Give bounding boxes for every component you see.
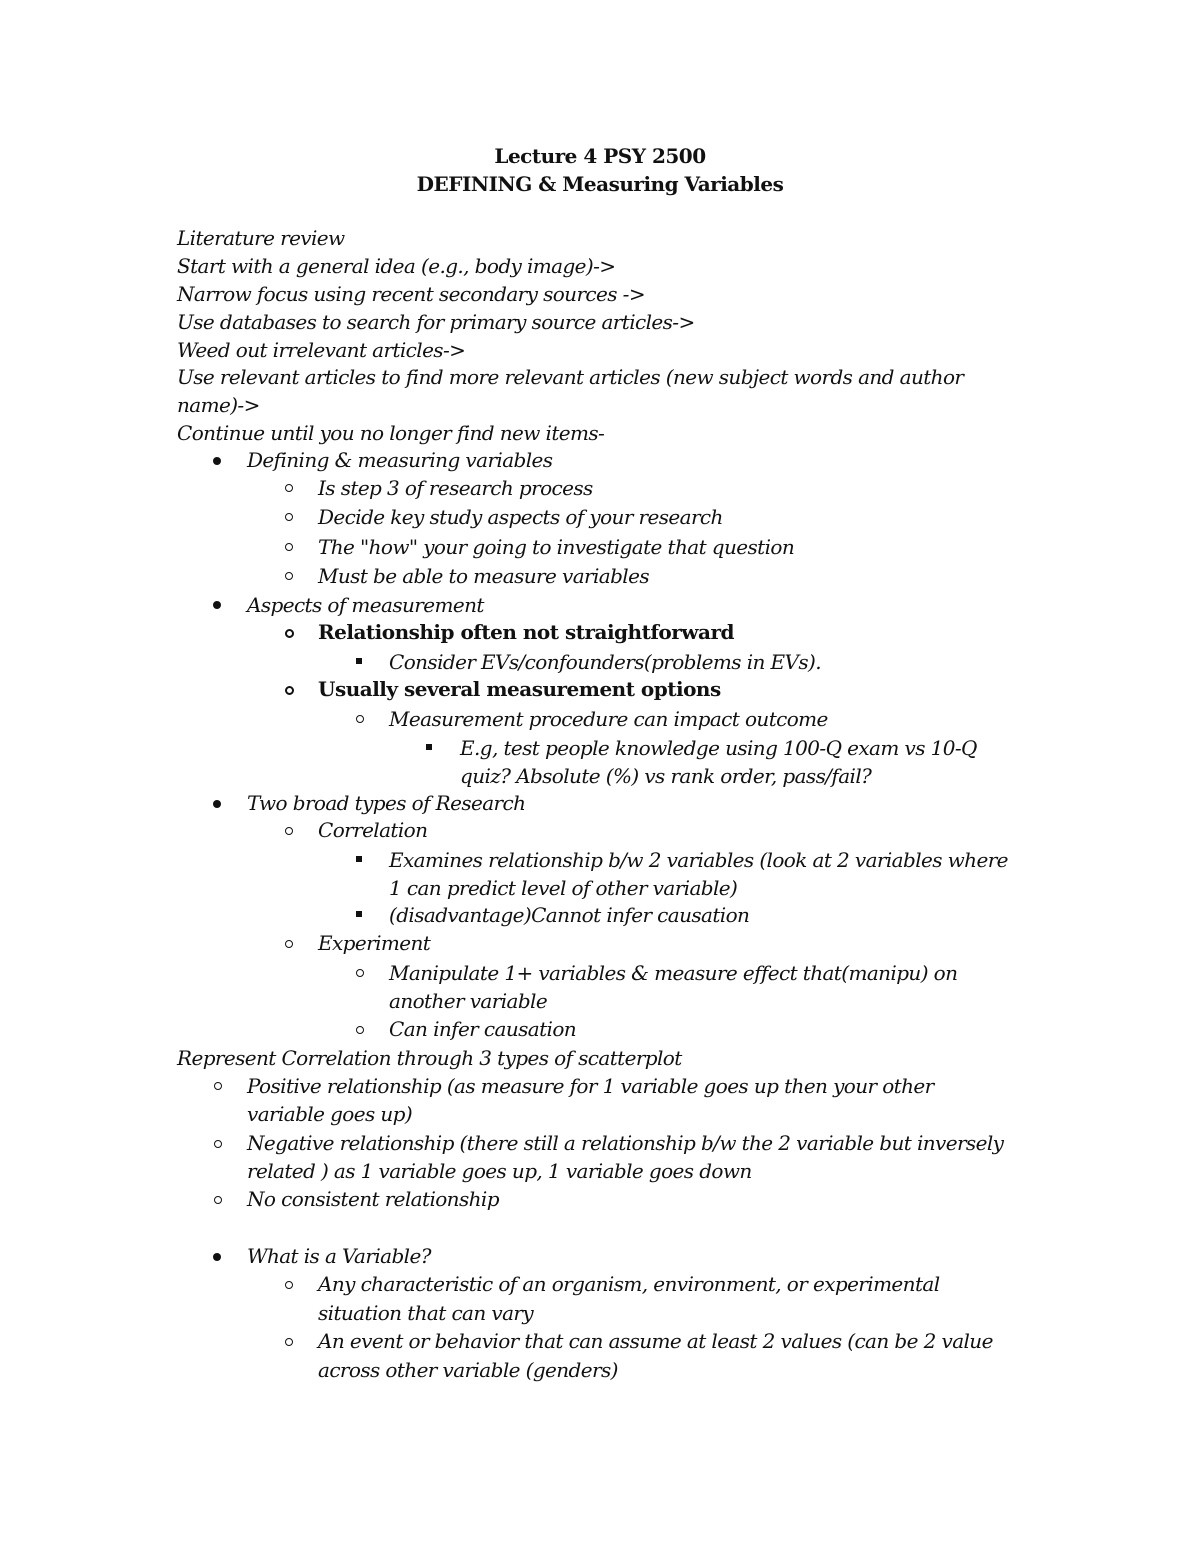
list-item: Positive relationship (as measure for 1 variable goes up then your other [247,1074,934,1098]
bullet-square-icon [356,856,362,862]
list-item: E.g, test people knowledge using 100-Q exam vs 10-Q [460,736,977,760]
list-item: Correlation [318,818,428,842]
list-item: Manipulate 1+ variables & measure effect that(manipu) on [389,961,958,985]
bullet-circle-icon [285,686,294,695]
list-item-continued: quiz? Absolute (%) vs rank order, pass/fail? [460,764,872,788]
list-item-continued: related ) as 1 variable goes up, 1 variable goes down [247,1159,752,1183]
bullet-circle-icon [285,940,293,948]
note-line: Continue until you no longer find new items- [177,421,605,445]
bullet-disc-icon [213,457,221,465]
note-line: Literature review [177,226,345,250]
bullet-circle-icon [214,1196,222,1204]
list-item: No consistent relationship [247,1187,499,1211]
list-item: Defining & measuring variables [247,448,553,472]
list-item: Any characteristic of an organism, environment, or experimental [318,1272,940,1296]
list-item: Is step 3 of research process [318,476,593,500]
bullet-circle-icon [285,543,293,551]
list-item: Consider EVs/confounders(problems in EVs). [389,650,822,674]
note-line: Weed out irrelevant articles-> [177,338,466,362]
bullet-circle-icon [356,1026,364,1034]
bullet-circle-icon [285,513,293,521]
page-title: Lecture 4 PSY 2500 [494,144,706,168]
note-line: name)-> [177,393,260,417]
list-item: (disadvantage)Cannot infer causation [389,903,750,927]
bullet-circle-icon [285,629,294,638]
bullet-disc-icon [213,601,221,609]
bullet-disc-icon [213,800,221,808]
list-item-continued: another variable [389,989,548,1013]
bullet-square-icon [356,911,362,917]
bullet-circle-icon [356,715,364,723]
list-item: Measurement procedure can impact outcome [389,707,828,731]
list-item: Relationship often not straightforward [318,620,734,644]
bullet-circle-icon [285,827,293,835]
bullet-circle-icon [285,1338,293,1346]
list-item: The "how" your going to investigate that question [318,535,795,559]
note-line: Narrow focus using recent secondary sources -> [177,282,645,306]
page-subtitle: DEFINING & Measuring Variables [416,172,784,196]
note-line: Use databases to search for primary source articles-> [177,310,695,334]
bullet-circle-icon [356,969,364,977]
bullet-square-icon [426,744,432,750]
note-line: Use relevant articles to find more relevant articles (new subject words and author [177,365,964,389]
list-item-continued: across other variable (genders) [318,1358,618,1382]
list-item: Decide key study aspects of your research [318,505,723,529]
bullet-circle-icon [285,484,293,492]
list-item: Must be able to measure variables [318,564,649,588]
bullet-disc-icon [213,1253,221,1261]
bullet-circle-icon [214,1140,222,1148]
list-item: Aspects of measurement [247,593,484,617]
bullet-circle-icon [214,1082,222,1090]
list-item-continued: situation that can vary [318,1301,534,1325]
list-item: Usually several measurement options [318,677,721,701]
list-item: Two broad types of Research [247,791,526,815]
bullet-circle-icon [285,572,293,580]
bullet-square-icon [356,658,362,664]
list-item: Examines relationship b/w 2 variables (look at 2 variables where [389,848,1008,872]
list-item-continued: variable goes up) [247,1102,413,1126]
list-item: Can infer causation [389,1017,577,1041]
bullet-circle-icon [285,1281,293,1289]
list-item: An event or behavior that can assume at least 2 values (can be 2 value [318,1329,993,1353]
list-item: Negative relationship (there still a relationship b/w the 2 variable but inversely [247,1131,1004,1155]
list-item-continued: 1 can predict level of other variable) [389,876,738,900]
note-line: Represent Correlation through 3 types of scatterplot [177,1046,682,1070]
list-item: What is a Variable? [247,1244,431,1268]
note-line: Start with a general idea (e.g., body image)-> [177,254,616,278]
list-item: Experiment [318,931,431,955]
